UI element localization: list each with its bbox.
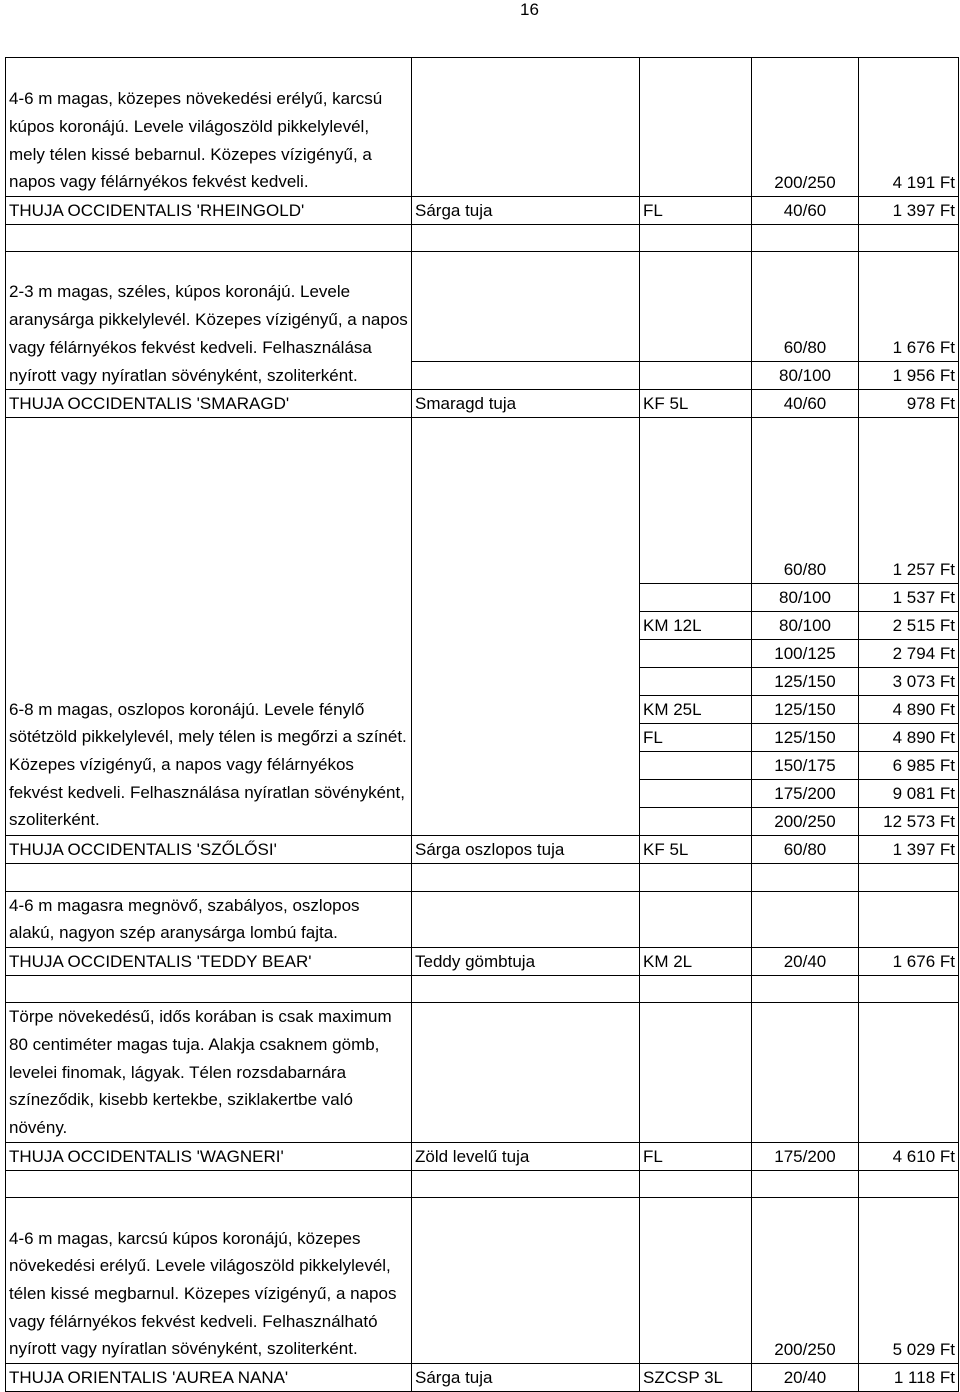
product-name: THUJA OCCIDENTALIS 'TEDDY BEAR'	[6, 948, 412, 976]
size-cell: 80/100	[752, 612, 859, 640]
description-cell: 4-6 m magas, közepes növekedési erélyű, karcsú kúpos koronájú. Levele világoszöld pikkelylevél, mely télen kissé bebarnul. Közepes vízigényű, a napos vagy félárnyékos fekvést kedveli.	[6, 58, 412, 197]
description-cell: 4-6 m magasra megnövő, szabályos, oszlopos alakú, nagyon szép aranysárga lombú fajta.	[6, 891, 412, 947]
spacer-row	[6, 1170, 959, 1197]
common-name: Sárga tuja	[412, 1364, 640, 1392]
size-cell: 125/150	[752, 724, 859, 752]
size-cell: 40/60	[752, 390, 859, 418]
price-cell: 1 676 Ft	[859, 948, 959, 976]
table-row	[6, 58, 959, 197]
table-row: KM 12L 80/100 2 515 Ft	[6, 612, 959, 640]
size-cell: 20/40	[752, 948, 859, 976]
price-cell: 12 573 Ft	[859, 808, 959, 836]
table-row	[6, 836, 959, 864]
table-row	[6, 1198, 959, 1364]
spacer-row	[6, 225, 959, 252]
description-cell: 4-6 m magas, karcsú kúpos koronájú, közepes növekedési erélyű. Levele világoszöld pikkelylevél, télen kissé megbarnul. Közepes vízigényű, a napos vagy félárnyékos fekvést kedveli. Felhasználható nyírott vagy nyíratlan sövényként, szoliterként.	[6, 1198, 412, 1364]
common-name: Teddy gömbtuja	[412, 948, 640, 976]
container-cell: FL	[640, 1142, 752, 1170]
product-name: THUJA OCCIDENTALIS 'SZŐLŐSI'	[6, 836, 412, 864]
price-cell: 978 Ft	[859, 390, 959, 418]
size-cell: 200/250	[752, 808, 859, 836]
table-row	[6, 390, 959, 418]
size-cell: 200/250	[752, 1198, 859, 1364]
table-row	[6, 1142, 959, 1170]
table-row	[6, 891, 959, 947]
container-cell: FL	[640, 197, 752, 225]
product-name: THUJA OCCIDENTALIS 'SMARAGD'	[6, 390, 412, 418]
price-cell: 1 397 Ft	[859, 836, 959, 864]
container-cell: SZCSP 3L	[640, 1364, 752, 1392]
size-cell: 125/150	[752, 668, 859, 696]
description-cell: Törpe növekedésű, idős korában is csak maximum 80 centiméter magas tuja. Alakja csaknem gömb, levelei finomak, lágyak. Télen rozsdabarnára színeződik, kisebb kertekbe, sziklakertbe való növény.	[6, 1003, 412, 1143]
table-row	[6, 197, 959, 225]
product-name: THUJA OCCIDENTALIS 'WAGNERI'	[6, 1142, 412, 1170]
table-row	[6, 1003, 959, 1143]
page-number: 16	[520, 0, 539, 19]
common-name: Smaragd tuja	[412, 390, 640, 418]
table-row: FL 125/150 4 890 Ft	[6, 724, 959, 752]
price-cell: 1 956 Ft	[859, 362, 959, 390]
size-cell: 80/100	[752, 362, 859, 390]
common-name: Zöld levelű tuja	[412, 1142, 640, 1170]
price-cell: 1 118 Ft	[859, 1364, 959, 1392]
product-name: THUJA OCCIDENTALIS 'RHEINGOLD'	[6, 197, 412, 225]
table-row	[6, 418, 959, 584]
price-cell: 1 257 Ft	[859, 418, 959, 584]
price-cell: 4 890 Ft	[859, 724, 959, 752]
size-cell: 60/80	[752, 252, 859, 362]
price-cell: 5 029 Ft	[859, 1198, 959, 1364]
price-cell: 1 676 Ft	[859, 252, 959, 362]
size-cell: 175/200	[752, 1142, 859, 1170]
size-cell: 150/175	[752, 752, 859, 780]
price-cell: 2 794 Ft	[859, 640, 959, 668]
price-cell: 3 073 Ft	[859, 668, 959, 696]
size-cell: 60/80	[752, 836, 859, 864]
price-cell: 1 537 Ft	[859, 584, 959, 612]
size-cell: 80/100	[752, 584, 859, 612]
table-row	[6, 948, 959, 976]
common-name: Sárga tuja	[412, 197, 640, 225]
size-cell: 125/150	[752, 696, 859, 724]
container-cell: KM 2L	[640, 948, 752, 976]
product-name: THUJA ORIENTALIS 'AUREA NANA'	[6, 1364, 412, 1392]
size-cell: 20/40	[752, 1364, 859, 1392]
price-cell: 4 191 Ft	[859, 58, 959, 197]
spacer-row	[6, 976, 959, 1003]
size-cell: 60/80	[752, 418, 859, 584]
price-cell: 4 610 Ft	[859, 1142, 959, 1170]
price-cell: 4 890 Ft	[859, 696, 959, 724]
description-cell: 6-8 m magas, oszlopos koronájú. Levele fénylő sötétzöld pikkelylevél, mely télen is megőrzi a színét. Közepes vízigényű, a napos vagy félárnyékos fekvést kedveli. Felhasználása nyíratlan sövényként, szoliterként.	[6, 696, 412, 836]
table-row	[6, 1364, 959, 1392]
container-cell: KF 5L	[640, 836, 752, 864]
price-cell: 2 515 Ft	[859, 612, 959, 640]
common-name: Sárga oszlopos tuja	[412, 836, 640, 864]
size-cell: 175/200	[752, 780, 859, 808]
description-cell: 2-3 m magas, széles, kúpos koronájú. Levele aranysárga pikkelylevél. Közepes vízigényű, a napos vagy félárnyékos fekvést kedveli. Felhasználása nyírott vagy nyíratlan sövényként, szoliterként.	[6, 252, 412, 390]
price-cell: 9 081 Ft	[859, 780, 959, 808]
size-cell: 100/125	[752, 640, 859, 668]
table-row: 6-8 m magas, oszlopos koronájú. Levele fénylő sötétzöld pikkelylevél, mely télen is megőrzi a színét. Közepes vízigényű, a napos vagy félárnyékos fekvést kedveli. Felhasználása nyíratlan sövényként, szoliterként. KM 25L 125/150 4 890 Ft	[6, 696, 959, 724]
size-cell: 40/60	[752, 197, 859, 225]
container-cell: KF 5L	[640, 390, 752, 418]
spacer-row	[6, 864, 959, 891]
size-cell: 200/250	[752, 58, 859, 197]
price-table	[5, 57, 959, 1392]
price-cell: 1 397 Ft	[859, 197, 959, 225]
table-row	[6, 252, 959, 362]
price-cell: 6 985 Ft	[859, 752, 959, 780]
